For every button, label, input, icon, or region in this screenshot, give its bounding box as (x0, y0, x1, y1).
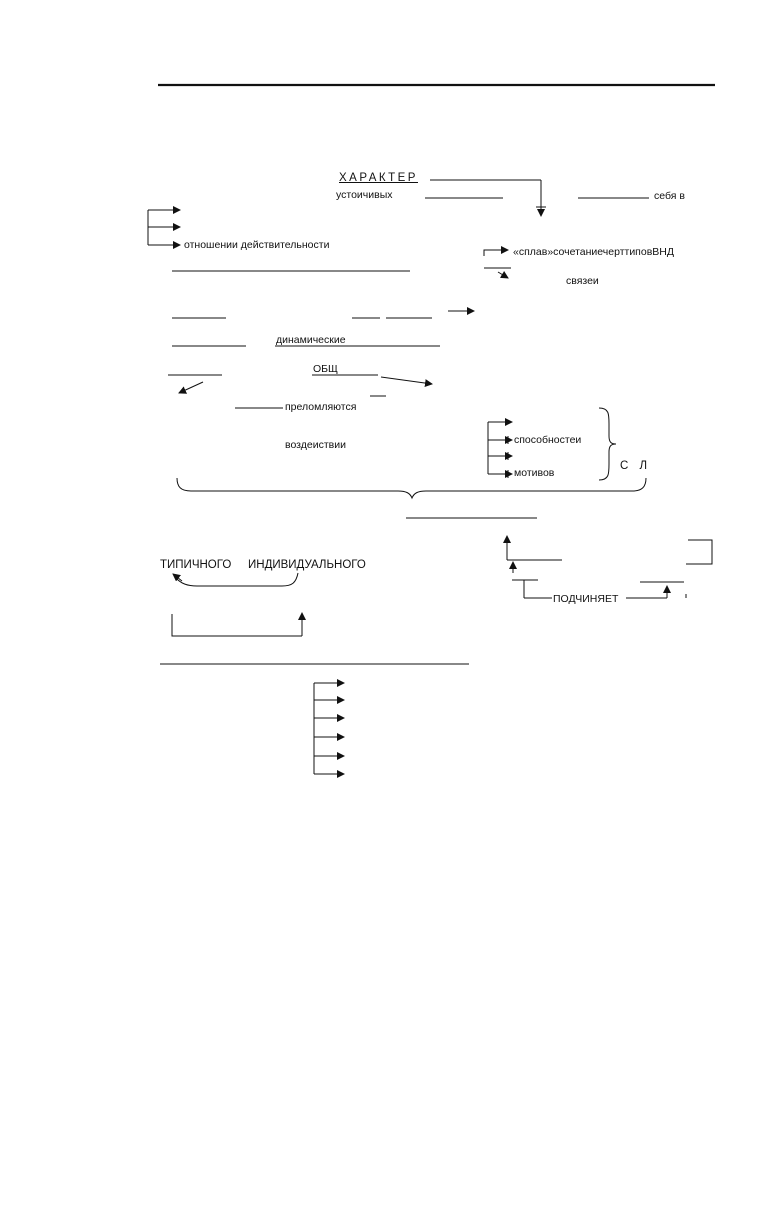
diagram-title: ХАРАКТЕР (339, 172, 418, 184)
struct-right-bracket (686, 540, 712, 564)
label-cl: С Л (620, 460, 652, 472)
label-refracted: преломляются (285, 401, 357, 413)
label-dynamic: динамические (276, 334, 346, 346)
typical-individual-connector (175, 573, 298, 586)
label-self: себя в (654, 190, 685, 202)
label-typical: ТИПИЧНОГО (160, 559, 232, 571)
label-links: связеи (566, 275, 599, 287)
label-influence: воздеиствии (285, 439, 346, 451)
left-diag-arrow (179, 382, 203, 393)
label-stable: устоичивых (336, 189, 393, 201)
label-individual: ИНДИВИДУАЛЬНОГО (248, 559, 366, 571)
label-motives: мотивов (514, 467, 555, 479)
curly-brace-right (599, 408, 616, 480)
label-subordinates: ПОДЧИНЯЕТ (553, 593, 619, 605)
label-alloy: «сплав»сочетаниечерттиповВНД (513, 246, 674, 258)
horizontal-brace (177, 478, 646, 498)
lower-box (172, 614, 302, 636)
alloy-arrow (484, 250, 508, 256)
label-abilities: способностеи (514, 434, 582, 446)
label-relations: отношении действительности (184, 239, 330, 251)
general-arrow (381, 377, 432, 384)
links-arrow (498, 272, 508, 278)
label-general: ОБЩ (313, 363, 338, 375)
